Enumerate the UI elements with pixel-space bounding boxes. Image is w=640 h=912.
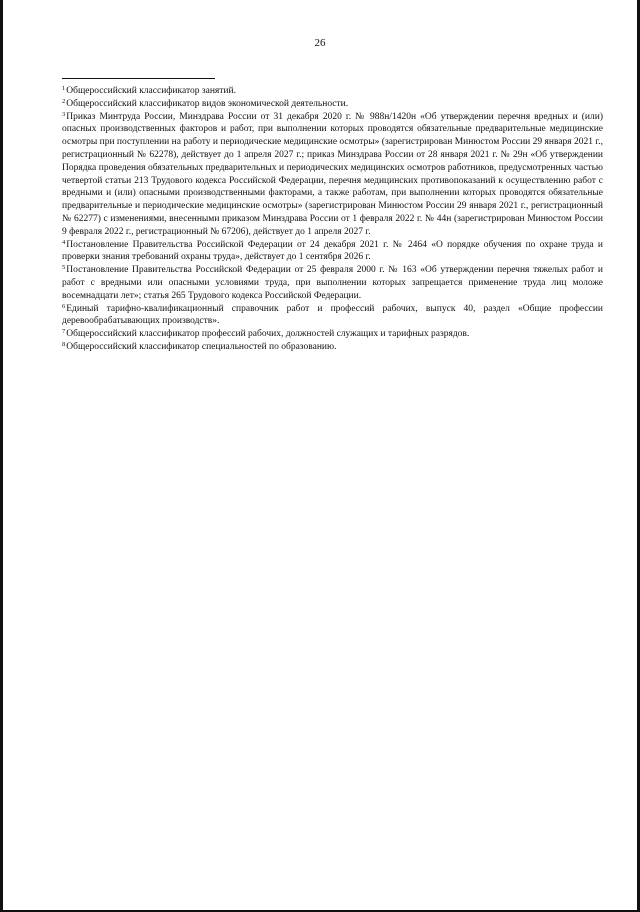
footnote-mark: 1 [62, 85, 66, 92]
footnote-3 [62, 111, 603, 239]
footnote-mark: 4 [62, 238, 66, 246]
footnote-mark: 3 [62, 110, 66, 118]
footnote-mark: 8 [62, 340, 66, 348]
footnote-mark: 2 [62, 97, 66, 105]
footnote-mark: 5 [62, 264, 66, 272]
footnote-5 [62, 264, 603, 302]
footnote-separator [62, 78, 215, 79]
footnote-text: Общероссийский классификатор занятий. [66, 86, 236, 96]
footnote-text: Единый тарифно-квалификационный справочник работ и профессий рабочих, выпуск 40, раздел «Общие профессии деревообрабатывающих производств». [62, 303, 603, 327]
footnotes-list [62, 85, 603, 354]
footnote-text: Общероссийский классификатор специальностей по образованию. [66, 341, 337, 352]
footnote-7 [62, 328, 603, 341]
footnote-1 [62, 85, 603, 98]
footnote-8 [62, 341, 603, 354]
footnote-text: Общероссийский классификатор профессий рабочих, должностей служащих и тарифных разрядов. [66, 329, 470, 340]
footnote-mark: 6 [62, 302, 66, 310]
footnote-text: Постановление Правительства Российской Федерации от 24 декабря 2021 г. № 2464 «О порядке обучения по охране труда и проверки знания требований охраны труда», действует до 1 сентября 2026 г. [62, 239, 603, 263]
footnote-text: Приказ Минтруда России, Минздрава России от 31 декабря 2020 г. № 988н/1420н «Об утверждении перечня вредных и (или) опасных производственных факторов и работ, при выполнении которых проводятся обязательные предварительные медицинские осмотры при поступлении на работу и периодические медицинские осмотры» (зарегистрирован Минюстом России 29 января 2021 г., регистрационный № 62278), действует до 1 апреля 2027 г.; приказ Минздрава России от 28 января 2021 г. № 29н «Об утверждении Порядка проведения обязательных предварительных и периодических медицинских осмотров работников, предусмотренных частью четвертой статьи 213 Трудового кодекса Российской Федерации, перечня медицинских противопоказаний к осуществлению работ с вредными и (или) опасными производственными факторами, а также работам, при выполнении которых проводятся обязательные предварительные и периодические медицинские осмотры» (зарегистрирован Минюстом России 29 января 2021 г., регистрационный № 62277) с изменениями, внесенными приказом Минздрава России от 1 февраля 2022 г. № 44н (зарегистрирован Минюстом России 9 февраля 2022 г., регистрационный № 67206), действует до 1 апреля 2027 г. [62, 111, 603, 237]
footnote-6 [62, 303, 603, 329]
footnote-text: Постановление Правительства Российской Федерации от 25 февраля 2000 г. № 163 «Об утверждении перечня тяжелых работ и работ с вредными или опасными условиями труда, при выполнении которых запрещается применение труда лиц моложе восемнадцати лет»; статья 265 Трудового кодекса Российской Федерации. [62, 265, 603, 301]
footnote-mark: 7 [62, 328, 66, 336]
footnote-2 [62, 98, 603, 111]
footnote-text: Общероссийский классификатор видов экономической деятельности. [66, 98, 349, 109]
footnote-4 [62, 239, 603, 265]
page-number: 26 [314, 37, 326, 49]
